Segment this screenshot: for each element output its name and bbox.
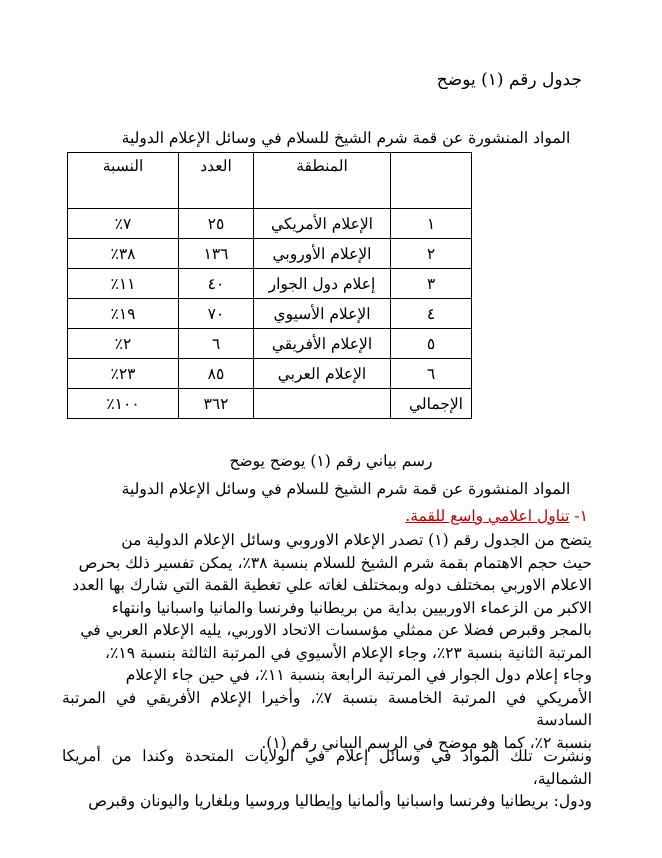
cell-region: إعلام دول الجوار xyxy=(254,269,391,299)
table-row xyxy=(68,239,472,269)
cell-region: الإعلام الأمريكي xyxy=(254,209,391,239)
table-row xyxy=(68,299,472,329)
total-label: الإجمالي xyxy=(391,389,472,419)
header-num xyxy=(391,153,472,209)
section-title: تناول اعلامي واسع للقمة. xyxy=(405,507,570,525)
header-count: العدد xyxy=(179,153,254,209)
cell-ratio: ٢٪ xyxy=(68,329,179,359)
cell-count: ١٣٦ xyxy=(179,239,254,269)
cell-num: ٥ xyxy=(391,329,472,359)
paragraph-line: حيث حجم الاهتمام بقمة شرم الشيخ للسلام بنسبة ٣٨٪، يمكن تفسير ذلك بحرص xyxy=(78,553,592,572)
paragraph-line: وجاء إعلام دول الجوار في المرتبة الرابعة بنسبة ١١٪، في حين جاء الإعلام xyxy=(125,666,592,684)
table-title: جدول رقم (١) يوضح xyxy=(436,70,582,90)
cell-num: ٦ xyxy=(391,359,472,389)
cell-region: الإعلام العربي xyxy=(254,359,391,389)
paragraph-line: بالمجر وقبرص فضلا عن ممثلي مؤسسات الاتحاد الاوربي، يليه الإعلام العربي في xyxy=(80,621,592,639)
paragraph-line: ونشرت تلك المواد في وسائل إعلام في الولايات المتحدة وكندا من أمريكا الشمالية، xyxy=(62,747,592,788)
paragraph-analysis xyxy=(62,529,592,754)
paragraph-distribution xyxy=(62,745,592,813)
header-ratio: النسبة xyxy=(68,153,179,209)
cell-ratio: ١٩٪ xyxy=(68,299,179,329)
data-table xyxy=(67,152,472,419)
cell-count: ٨٥ xyxy=(179,359,254,389)
cell-num: ٤ xyxy=(391,299,472,329)
paragraph-line: بنسبة ٢٪، كما هو موضح في الرسم البياني رقم (١). xyxy=(261,733,592,752)
cell-count: ٢٥ xyxy=(179,209,254,239)
cell-count: ٧٠ xyxy=(179,299,254,329)
table-caption: المواد المنشورة عن قمة شرم الشيخ للسلام في وسائل الإعلام الدولية xyxy=(121,129,571,147)
cell-count: ٦ xyxy=(179,329,254,359)
cell-region: الإعلام الأسيوي xyxy=(254,299,391,329)
chart-caption-subtitle: المواد المنشورة عن قمة شرم الشيخ للسلام في وسائل الإعلام الدولية xyxy=(121,480,571,498)
table-row xyxy=(68,359,472,389)
cell-ratio: ١١٪ xyxy=(68,269,179,299)
header-region: المنطقة xyxy=(254,153,391,209)
table-header-row xyxy=(68,153,472,209)
total-count: ٣٦٢ xyxy=(179,389,254,419)
cell-region: الإعلام الأفريقي xyxy=(254,329,391,359)
cell-ratio: ٣٨٪ xyxy=(68,239,179,269)
paragraph-line: ودول: بريطانيا وفرنسا واسبانيا وألمانيا وإيطاليا وروسيا وبلغاريا واليونان وقبرص xyxy=(88,792,592,810)
total-region xyxy=(254,389,391,419)
cell-ratio: ٧٪ xyxy=(68,209,179,239)
cell-num: ١ xyxy=(391,209,472,239)
section-number: ١- xyxy=(574,507,588,525)
chart-caption-title: رسم بياني رقم (١) يوضح يوضح xyxy=(229,452,433,470)
cell-ratio: ٢٣٪ xyxy=(68,359,179,389)
paragraph-line: يتضح من الجدول رقم (١) تصدر الإعلام الاوروبي وسائل الإعلام الدولية من xyxy=(121,531,592,549)
paragraph-line: الأمريكي في المرتبة الخامسة بنسبة ٧٪، وأخيرا الإعلام الأفريقي في المرتبة السادسة xyxy=(62,688,592,729)
section-heading xyxy=(405,507,588,525)
cell-num: ٣ xyxy=(391,269,472,299)
cell-count: ٤٠ xyxy=(179,269,254,299)
table-row xyxy=(68,329,472,359)
cell-num: ٢ xyxy=(391,239,472,269)
paragraph-line: الاعلام الاوربي بمختلف دوله وبمختلف لغاته علي تغطية القمة التي شارك بها العدد xyxy=(72,576,592,594)
cell-region: الإعلام الأوروبي xyxy=(254,239,391,269)
table-row xyxy=(68,209,472,239)
paragraph-line: المرتبة الثانية بنسبة ٢٣٪، وجاء الإعلام الأسيوي في المرتبة الثالثة بنسبة ١٩٪، xyxy=(105,643,592,662)
paragraph-line: الاكبر من الزعماء الاوربيين بداية من بريطانيا وفرنسا والمانيا واسبانيا وانتهاء xyxy=(111,598,592,617)
table-row xyxy=(68,269,472,299)
table-total-row xyxy=(68,389,472,419)
total-ratio: ١٠٠٪ xyxy=(68,389,179,419)
